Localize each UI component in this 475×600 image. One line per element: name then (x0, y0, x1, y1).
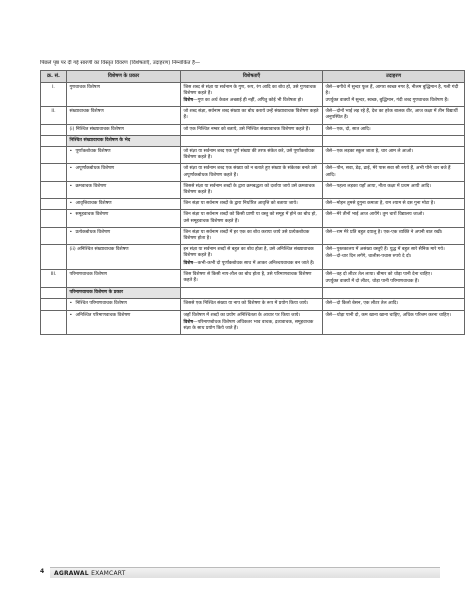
feature-text (184, 127, 320, 133)
cell-examples (323, 164, 465, 181)
table-row (41, 245, 465, 270)
note-label: विशेष (183, 97, 194, 103)
example-text (326, 272, 462, 278)
page-footer (40, 567, 440, 578)
example-text (326, 212, 462, 218)
bullet-icon: • (69, 312, 73, 318)
text: जो शब्द संज्ञा, सर्वनाम शब्द संख्या का बोध कराये उन्हें संख्यावाचक विशेषण कहते हैं। (183, 109, 319, 121)
cell-type (67, 210, 181, 227)
cell-features (181, 124, 323, 135)
cell-features (181, 310, 323, 335)
text: जो संज्ञा या सर्वनाम शब्द एक पूर्ण संख्या की तरफ संकेत करे, उसे पूर्णांकबोधक विशेषण कहते हैं। (183, 148, 315, 161)
cell-examples (323, 199, 465, 210)
type-label: अपूर्णांकबोधक विशेषण (75, 166, 115, 172)
cell-examples (323, 299, 465, 310)
type-label: परिमाणवाचक विशेषण (69, 271, 107, 277)
cell-type (67, 107, 181, 124)
feature-text (184, 85, 320, 97)
text: जैसे—थोड़ा पानी दो, कम खाना खाना चाहिए, अधिक परिश्रम करना चाहिए। (325, 312, 451, 318)
cell-serial (41, 164, 67, 181)
text: —परिमाणबोधक विशेषण अधिकतर भाव वाचक, द्रव्यवाचक, समूहवाचक संज्ञा के साथ प्रयोग किये जाते हैं। (183, 319, 314, 331)
cell-features (181, 146, 323, 163)
cell-type (67, 310, 181, 335)
text: उपर्युक्त वाक्यों में दो लीटर, थोड़ा पानी परिमाणवाचक हैं। (325, 278, 420, 284)
text: जैसे—दो-चार दिन लगेंगे, चालीस-पचास रुपये दे दो। (325, 254, 412, 260)
feature-text (184, 301, 320, 307)
cell-features (181, 210, 323, 227)
cell-serial (41, 181, 67, 198)
cell-type (67, 135, 181, 146)
text: —गुण का अर्थ केवल अच्छाई ही नहीं, अपितु कोई भी विशेषता हो। (193, 97, 304, 103)
cell-serial (41, 245, 67, 270)
example-text (326, 230, 462, 236)
cell-examples (323, 227, 465, 244)
example-text (326, 109, 462, 121)
bullet-icon: • (69, 229, 73, 235)
cell-serial: I. (41, 82, 67, 107)
cell-serial (41, 227, 67, 244)
text: जैसे—वह दो लीटर तेल लाया। बीमार को थोड़ा पानी देना चाहिए। (325, 271, 432, 277)
table-row (41, 124, 465, 135)
cell-serial: II. (41, 107, 67, 124)
cell-features (181, 181, 323, 198)
type-label: अनिश्चित परिमाणवाचक विशेषण (75, 312, 131, 318)
text: इन संज्ञा या सर्वनाम शब्दों से बहुत का बोध होता है, उसे अनिश्चित संख्यावाचक विशेषण कहते हैं। (183, 247, 314, 259)
example-text (326, 184, 462, 190)
type-label: क्रमवाचक विशेषण (75, 183, 107, 189)
cell-examples (323, 124, 465, 135)
text: जैसे—पहला लड़का यहाँ आया, नीता कक्षा में प्रथम आयी आदि। (325, 183, 431, 189)
table-row (41, 146, 465, 163)
example-text (326, 254, 462, 260)
text: —कभी-कभी दो पूर्णांकबोधक साथ में आकर अनिश्चयवाचक बन जाते हैं। (193, 260, 315, 266)
text: जैसे—राम मेरे प्रति बहुत दयालु है। एक-एक व्यक्ति ने अपनी बात रखी। (325, 229, 443, 235)
example-text (326, 166, 462, 178)
text: जिस शब्द से संज्ञा या सर्वनाम के गुण, रूप, रंग आदि का बोध हो, उसे गुणवाचक विशेषण कहते हैं। (183, 84, 317, 96)
cell-serial (41, 310, 67, 335)
cell-type (67, 146, 181, 163)
example-text (326, 201, 462, 207)
type-label: (i) निश्चित संख्यावाचक विशेषण (69, 126, 124, 132)
feature-text (184, 261, 320, 267)
example-text (326, 127, 462, 133)
table-header-row (41, 71, 465, 83)
bullet-icon: • (69, 148, 73, 154)
brand-rest: EXAMCART (91, 569, 126, 577)
cell-type (67, 124, 181, 135)
page-number: 4 (40, 568, 45, 575)
example-text (326, 98, 462, 104)
table-row (41, 82, 465, 107)
feature-text (184, 98, 320, 104)
example-text (326, 313, 462, 319)
cell-examples (323, 135, 465, 146)
text: जैसे—बगीचे में सुन्दर फूल हैं, आगरा स्वच्छ नगर है, नीलम बुद्धिमान है, गली गंदी है। (325, 84, 459, 96)
cell-examples (323, 181, 465, 198)
header-serial: क्र. सं. (41, 71, 67, 83)
text: जैसे—मेरे तीनों भाई आज आयेंगे। तुम चारों विद्यालय जाओ। (325, 212, 425, 218)
type-label: निश्चित संख्यावाचक विशेषण के भेद (69, 137, 131, 143)
text: जो एक निश्चित नम्बर को बताये, उसे निश्चित संख्यावाचक विशेषण कहते हैं। (183, 126, 310, 132)
table-subheader-row (41, 135, 465, 146)
cell-features (181, 245, 323, 270)
example-text (326, 85, 462, 97)
cell-type (67, 288, 181, 299)
header-examples: उदाहरण (323, 71, 465, 83)
example-text (326, 247, 462, 253)
example-text (326, 279, 462, 285)
adjective-table (40, 70, 465, 335)
text: जिस विशेषण से किसी नाप-तौल का बोध होता है, उसे परिमाणवाचक विशेषण कहते हैं। (183, 271, 312, 283)
cell-features (181, 107, 323, 124)
text: जैसे—मोहन तुमसे दुगुना कमाता है, राम श्याम से दस गुना मोटा है। (325, 201, 435, 207)
brand-logo (54, 570, 126, 577)
cell-type (67, 199, 181, 210)
type-label: आवृत्तिवाचक विशेषण (75, 201, 112, 207)
table-row (41, 227, 465, 244)
cell-serial (41, 210, 67, 227)
footer-bar (50, 567, 440, 578)
cell-serial (41, 288, 67, 299)
cell-features (181, 135, 323, 146)
cell-serial (41, 124, 67, 135)
text: जिससे एक निश्चित संख्या या नाप को विशेषण के रूप में प्रयोग किया जाये। (183, 301, 309, 307)
text: उपर्युक्त वाक्यों में सुन्दर, स्वच्छ, बुद्धिमान, गंदी शब्द गुणवाचक विशेषण हैं। (325, 97, 449, 103)
feature-text (184, 320, 320, 332)
brand-bold: AGRAWAL (54, 569, 89, 577)
text: जिन संज्ञा या सर्वनाम शब्दों में हर एक का बोध कराया जाये उसे प्रत्येकबोधक विशेषण होता है। (183, 229, 310, 241)
type-label: निश्चित परिमाणवाचक विशेषण (75, 301, 127, 307)
table-row (41, 210, 465, 227)
cell-features (181, 82, 323, 107)
header-features: विशेषताएँ (181, 71, 323, 83)
cell-type (67, 181, 181, 198)
type-label: संख्यावाचक विशेषण (69, 109, 104, 115)
cell-examples (323, 310, 465, 335)
feature-text (184, 201, 320, 207)
table-subheader-row (41, 288, 465, 299)
type-label: प्रत्येकबोधक विशेषण (75, 229, 111, 235)
feature-text (184, 272, 320, 284)
feature-text (184, 313, 320, 319)
cell-serial (41, 299, 67, 310)
table-row (41, 107, 465, 124)
bullet-icon: • (69, 166, 73, 172)
text: जिन संज्ञा या सर्वनाम शब्दों के द्वारा निर्धारित आवृत्ति को बताया जाये। (183, 201, 298, 207)
cell-examples (323, 107, 465, 124)
table-row (41, 269, 465, 287)
text: जैसे—दोनों भाई लड़ रहे हैं, देश का हरेक बालक वीर, आज कक्षा में तीन विद्यार्थी अनुपस्थित हैं। (325, 109, 458, 121)
intro-text: पिछले पृष्ठ पर दी गई सारणी का विस्तृत विवरण (विशेषताएँ, उदाहरण) निम्नांकित है— (40, 60, 201, 66)
feature-text (184, 212, 320, 224)
text: जैसे—दो किलो बेसन, एक लीटर तेल आदि। (325, 301, 399, 307)
cell-type (67, 164, 181, 181)
table-row (41, 181, 465, 198)
cell-serial (41, 135, 67, 146)
cell-serial (41, 199, 67, 210)
cell-examples (323, 269, 465, 287)
bullet-icon: • (69, 201, 73, 207)
feature-text (184, 184, 320, 196)
type-label: गुणवाचक विशेषण (69, 84, 100, 90)
feature-text (184, 149, 320, 161)
text: जो संज्ञा या सर्वनाम शब्द एक संख्या को न बताते हुए संख्या के संकेतक बनते उसे अपूर्णांकबोधक विशेषण कहते हैं। (183, 166, 317, 178)
feature-text (184, 230, 320, 242)
table-row (41, 199, 465, 210)
text: जहाँ विशेषण में शब्दों का प्रयोग अनिश्चितता के आधार पर किया जाये। (183, 312, 301, 318)
bullet-icon: • (69, 212, 73, 218)
cell-features (181, 199, 323, 210)
table-row (41, 299, 465, 310)
cell-type (67, 227, 181, 244)
example-text (326, 149, 462, 155)
example-text (326, 301, 462, 307)
cell-type (67, 82, 181, 107)
feature-text (184, 109, 320, 121)
bullet-icon: • (69, 301, 73, 307)
cell-serial (41, 146, 67, 163)
cell-type (67, 269, 181, 287)
cell-features (181, 164, 323, 181)
cell-examples (323, 82, 465, 107)
cell-examples (323, 146, 465, 163)
type-label: पूर्णांकबोधक विशेषण (75, 148, 111, 154)
cell-serial: III. (41, 269, 67, 287)
cell-type (67, 299, 181, 310)
feature-text (184, 247, 320, 259)
text: जैसे—पौन, सवा, डेढ़, ढाई, मेरे पास सवा सौ रुपये हैं, अभी पौने चार बजे हैं आदि। (325, 166, 451, 178)
type-label: परिमाणवाचक विशेषण के प्रकार (69, 290, 124, 296)
text: जिससे संज्ञा या सर्वनाम शब्दों के द्वारा क्रमबद्धता को दर्शाया जाये उसे क्रमवाचक विशेषण कहते हैं। (183, 183, 315, 195)
cell-examples (323, 288, 465, 299)
type-label: (ii) अनिश्चित संख्यावाचक विशेषण (69, 247, 129, 253)
cell-features (181, 269, 323, 287)
table-body (41, 82, 465, 335)
bullet-icon: • (69, 183, 73, 189)
cell-features (181, 299, 323, 310)
text: जैसे—एक, दो, सात आदि। (325, 126, 371, 132)
table-row (41, 310, 465, 335)
text: जिन संज्ञा या सर्वनाम शब्दों को किसी प्राणी या वस्तु को समूह में होने का बोध हो, उसे समूहवाचक विशेषण कहते हैं। (183, 212, 317, 224)
cell-features (181, 227, 323, 244)
cell-examples (323, 210, 465, 227)
text: जैसे—पुस्तकालय में असंख्य वस्तुएँ हैं। युद्ध में बहुत सारे सैनिक मारे गये। (325, 247, 445, 253)
note-label: विशेष (183, 319, 194, 325)
type-label: समूहवाचक विशेषण (75, 212, 109, 218)
feature-text (184, 166, 320, 178)
table-row (41, 164, 465, 181)
text: जैसे—एक लड़का स्कूल जाता है, चार आम ले आओ। (325, 148, 414, 154)
cell-examples (323, 245, 465, 270)
cell-type (67, 245, 181, 270)
cell-features (181, 288, 323, 299)
note-label: विशेष (183, 260, 194, 266)
header-type: विशेषण के प्रकार (67, 71, 181, 83)
